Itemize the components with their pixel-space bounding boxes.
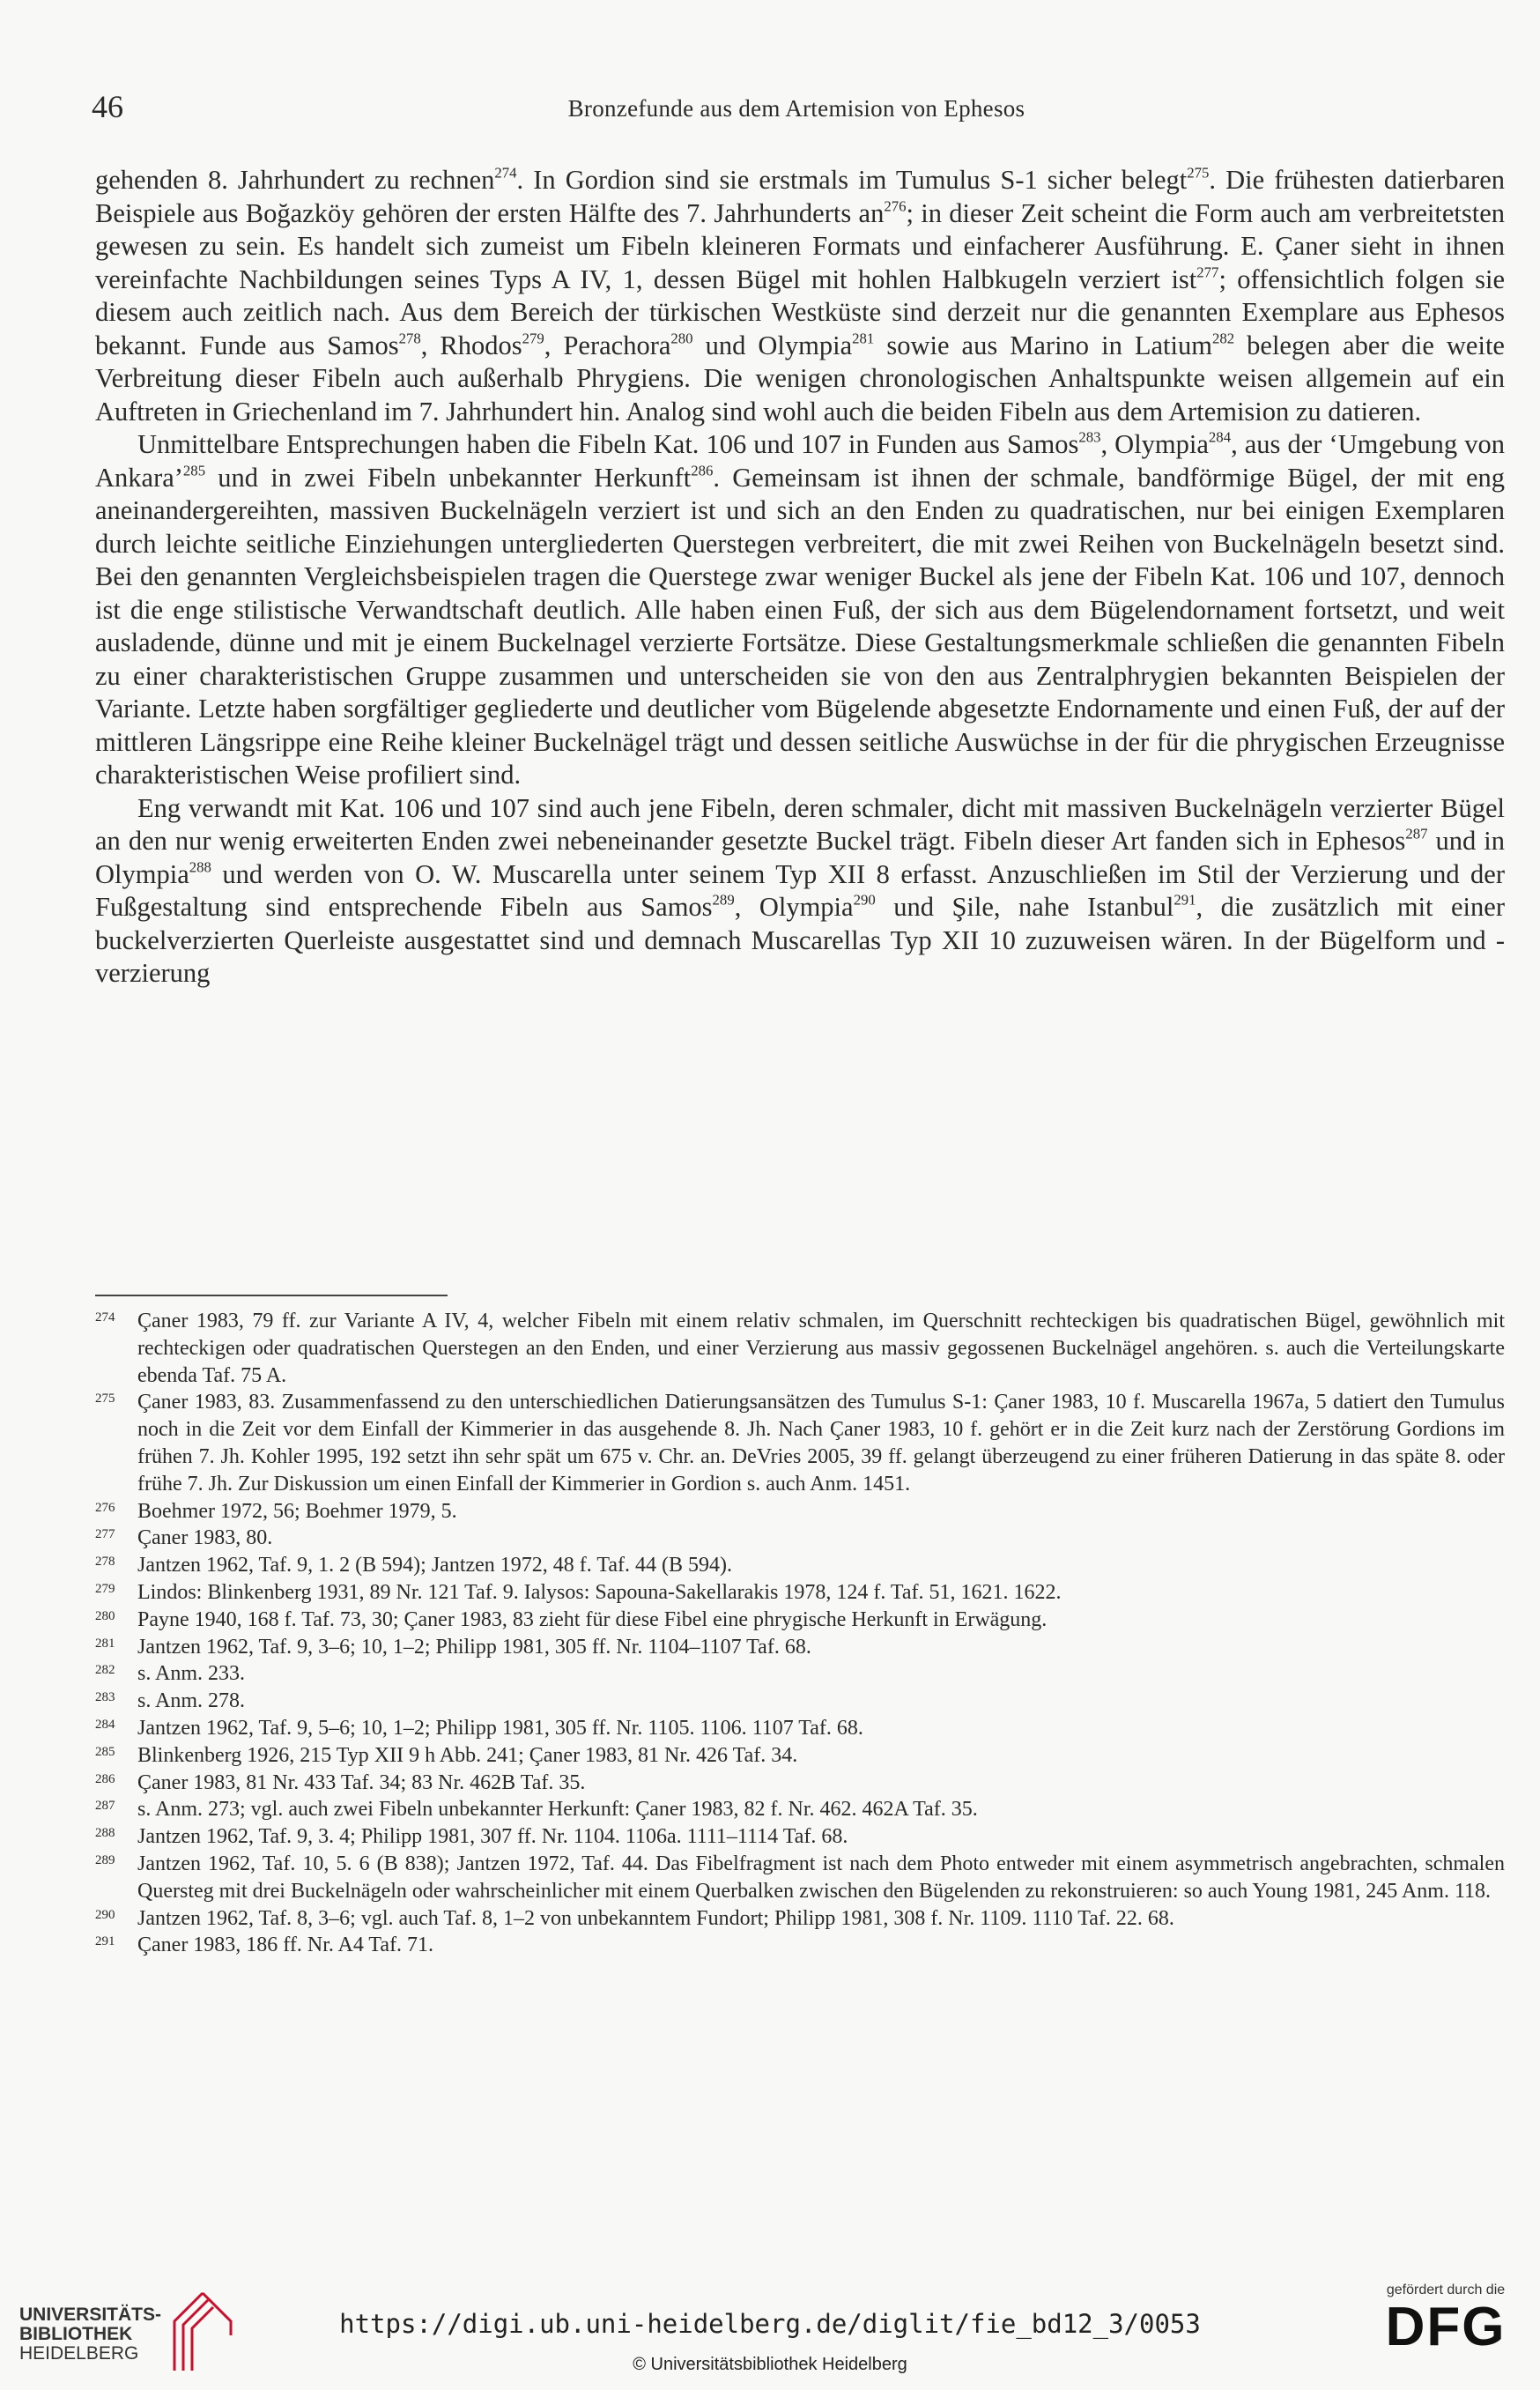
footnote-text: Çaner 1983, 79 ff. zur Variante A IV, 4, welcher Fibeln mit einem relativ schmalen, im Querschnitt rechteckigen bis quadratischen Bügel, gewöhnlich mit rechteckigen oder quadratischen Querstegen an den Enden, und einer Verzierung aus massiv gegossenen Buckelnägel angehören. s. auch die Verteilungskarte ebenda Taf. 75 A.: [137, 1310, 1505, 1387]
text-run: gehenden 8. Jahrhundert zu rechnen: [95, 165, 495, 195]
footnote-ref[interactable]: 281: [852, 329, 875, 346]
footnote-text: Jantzen 1962, Taf. 9, 1. 2 (B 594); Jantzen 1972, 48 f. Taf. 44 (B 594).: [137, 1554, 732, 1577]
footnote-ref[interactable]: 275: [1187, 164, 1210, 182]
text-run: ; in dieser Zeit scheint die Form auch am verbreitetsten gewesen zu sein. Es handelt sich zumeist um Fibeln kleineren Formats und einfacherer Ausführung. E. Çaner sieht in ihnen vereinfachte Nachbildungen seines Typs A IV, 1, dessen Bügel mit hohlen Halbkugeln verziert ist: [95, 197, 1505, 294]
text-run: Unmittelbare Entsprechungen haben die Fibeln Kat. 106 und 107 in Funden aus Samos: [137, 429, 1079, 459]
footnote: [95, 1389, 1505, 1497]
text-run: , die zusätzlich mit einer buckelverzierten Querleiste ausgestattet sind und demnach Muscarellas Typ XII 10 zuzuweisen wären. In der Bügelform und -verzierung: [95, 892, 1505, 988]
paragraph: [95, 428, 1505, 792]
footnote-number: 291: [95, 1934, 115, 1949]
footnote: [95, 1823, 1505, 1851]
footnote-text: s. Anm. 278.: [137, 1689, 246, 1713]
logo-line-2: BIBLIOTHEK: [19, 2324, 133, 2344]
footnote-ref[interactable]: 274: [494, 164, 517, 182]
text-run: , Olympia: [734, 892, 854, 922]
footnote-number: 277: [95, 1527, 115, 1542]
footnote-number: 288: [95, 1826, 115, 1841]
footnote-ref[interactable]: 286: [691, 461, 714, 479]
text-run: und in Olympia: [95, 826, 1505, 889]
footnote: [95, 1715, 1505, 1742]
footnote-ref[interactable]: 291: [1174, 891, 1196, 909]
page-number: 46: [92, 89, 123, 124]
footnote-text: Payne 1940, 168 f. Taf. 73, 30; Çaner 1983, 83 zieht für diese Fibel eine phrygische Herkunft in Erwägung.: [137, 1607, 1048, 1631]
text-run: , aus der ‘Umgebung von Ankara’: [95, 429, 1505, 493]
footnote-text: Jantzen 1962, Taf. 8, 3–6; vgl. auch Taf. 8, 1–2 von unbekanntem Fundort; Philipp 1981, 308 f. Nr. 1109. 1110 Taf. 22. 68.: [137, 1906, 1174, 1930]
footnote: [95, 1634, 1505, 1661]
running-title: Bronzefunde aus dem Artemision von Ephesos: [567, 95, 1025, 122]
footnote-text: Lindos: Blinkenberg 1931, 89 Nr. 121 Taf. 9. Ialysos: Sapouna-Sakellarakis 1978, 124 f. Taf. 51, 1621. 1622.: [137, 1580, 1062, 1604]
footnote-number: 287: [95, 1799, 115, 1814]
text-run: und Olympia: [692, 330, 853, 360]
dfg-logo[interactable]: [1371, 2282, 1521, 2379]
paragraph: [95, 792, 1505, 991]
text-run: und in zwei Fibeln unbekannter Herkunft: [205, 462, 692, 493]
footnote-number: 274: [95, 1310, 115, 1325]
footnote-ref[interactable]: 280: [670, 329, 693, 346]
footnote: [95, 1770, 1505, 1797]
dfg-logo-text: DFG: [1385, 2297, 1507, 2357]
footnote-text: Çaner 1983, 186 ff. Nr. A4 Taf. 71.: [137, 1934, 434, 1957]
text-run: und werden von O. W. Muscarella unter seinem Typ XII 8 erfasst. Anzuschließen im Stil der Verzierung und der Fußgestaltung sind entsprechende Fibeln aus Samos: [95, 858, 1505, 922]
footnote-ref[interactable]: 279: [522, 329, 544, 346]
footnote-text: s. Anm. 273; vgl. auch zwei Fibeln unbekannter Herkunft: Çaner 1983, 82 f. Nr. 462. 462A Taf. 35.: [137, 1798, 978, 1822]
footnote-text: Boehmer 1972, 56; Boehmer 1979, 5.: [137, 1499, 457, 1523]
footnote-number: 289: [95, 1852, 115, 1867]
footnote-number: 281: [95, 1636, 115, 1651]
footnote-text: s. Anm. 233.: [137, 1662, 246, 1686]
footnote-ref[interactable]: 277: [1196, 263, 1219, 280]
footnote-number: 283: [95, 1690, 115, 1705]
footnote: [95, 1660, 1505, 1688]
footnote: [95, 1552, 1505, 1579]
footnote-number: 278: [95, 1555, 115, 1570]
footnotes: [95, 1308, 1505, 1959]
footnote-ref[interactable]: 285: [182, 461, 206, 479]
footnote-ref[interactable]: 278: [398, 329, 421, 346]
text-run: Eng verwandt mit Kat. 106 und 107 sind auch jene Fibeln, deren schmaler, dicht mit massiven Buckelnägeln verzierter Bügel an den nur wenig erweiterten Enden zwei nebeneinander gesetzte Buckel trägt. Fibeln dieser Art fanden sich in Ephesos: [95, 792, 1505, 856]
footnote-ref[interactable]: 282: [1211, 329, 1235, 346]
footnote-text: Jantzen 1962, Taf. 9, 3. 4; Philipp 1981, 307 ff. Nr. 1104. 1106a. 1111–1114 Taf. 68.: [137, 1825, 848, 1849]
footnote-number: 286: [95, 1771, 115, 1786]
footnote: [95, 1688, 1505, 1715]
footnote-ref[interactable]: 290: [853, 891, 876, 909]
footnote-ref[interactable]: 289: [712, 891, 735, 909]
footnote-number: 282: [95, 1663, 115, 1678]
copyright-notice: © Universitätsbibliothek Heidelberg: [633, 2355, 907, 2374]
footnote-ref[interactable]: 284: [1208, 428, 1232, 446]
footnote-text: Jantzen 1962, Taf. 9, 5–6; 10, 1–2; Philipp 1981, 305 ff. Nr. 1105. 1106. 1107 Taf. 68.: [137, 1716, 863, 1740]
main-text: [95, 164, 1505, 991]
footnote: [95, 1905, 1505, 1933]
footnote-ref[interactable]: 287: [1405, 825, 1428, 842]
text-run: sowie aus Marino in Latium: [874, 330, 1212, 360]
text-run: ; offensichtlich folgen sie diesem auch zeitlich nach. Aus dem Bereich der türkischen Westküste sind derzeit nur die genannten Exemplare aus Ephesos bekannt. Funde aus Samos: [95, 263, 1505, 360]
footnote-text: Çaner 1983, 81 Nr. 433 Taf. 34; 83 Nr. 462B Taf. 35.: [137, 1770, 586, 1794]
footnote-text: Jantzen 1962, Taf. 10, 5. 6 (B 838); Jantzen 1972, Taf. 44. Das Fibelfragment ist nach dem Photo entweder mit einem asymmetrisch angebrachten, schmalen Quersteg mit drei Buckelnägeln oder wahrscheinlicher mit einem Querbalken zwischen den Bügelenden zu rekonstruieren: so auch Young 1981, 245 Anm. 118.: [137, 1852, 1505, 1903]
footnote: [95, 1932, 1505, 1959]
source-url[interactable]: https://digi.ub.uni-heidelberg.de/diglit/fie_bd12_3/0053: [339, 2309, 1201, 2339]
text-run: . Die frühesten datierbaren Beispiele aus Boğazköy gehören der ersten Hälfte des 7. Jahrhunderts an: [95, 165, 1505, 228]
footnote: [95, 1851, 1505, 1905]
text-run: belegen aber die weite Verbreitung dieser Fibeln auch außerhalb Phrygiens. Die wenigen chronologischen Anhaltspunkte weisen allgemein auf ein Auftreten in Griechenland im 7. Jahrhundert hin. Analog sind wohl auch die beiden Fibeln aus dem Artemision zu datieren.: [95, 330, 1505, 427]
footnote-number: 290: [95, 1907, 115, 1922]
text-run: , Perachora: [544, 330, 671, 360]
funding-label: gefördert durch die: [1386, 2282, 1506, 2297]
footnote: [95, 1525, 1505, 1552]
footnote-text: Çaner 1983, 80.: [137, 1526, 273, 1550]
footnote-number: 276: [95, 1500, 115, 1515]
footnote-ref[interactable]: 288: [189, 857, 211, 875]
footnote-text: Blinkenberg 1926, 215 Typ XII 9 h Abb. 241; Çaner 1983, 81 Nr. 426 Taf. 34.: [137, 1743, 798, 1767]
paragraph: [95, 164, 1505, 428]
footnote-divider: [95, 1295, 448, 1296]
footnote-ref[interactable]: 276: [884, 197, 907, 214]
footnote-number: 275: [95, 1392, 115, 1407]
logo-line-3: HEIDELBERG: [19, 2343, 139, 2364]
page-header: [92, 88, 1501, 132]
footnote-number: 280: [95, 1608, 115, 1623]
text-run: , Olympia: [1100, 429, 1209, 459]
footnote: [95, 1308, 1505, 1389]
footnote-text: Çaner 1983, 83. Zusammenfassend zu den unterschiedlichen Datierungsansätzen des Tumulus S-1: Çaner 1983, 10 f. Muscarella 1967a, 5 datiert den Tumulus noch in die Zeit vor dem Einfall der Kimmerier in das ausgehende 8. Jh. Nach Çaner 1983, 10 f. gehört er in die Zeit kurz nach der Zerstörung Gordions im frühen 7. Jh. Kohler 1995, 192 setzt ihn sehr spät um 675 v. Chr. an. DeVries 2005, 39 ff. gelangt überzeugend zu einer früheren Datierung in das späte 8. oder frühe 7. Jh. Zur Diskussion um einen Einfall der Kimmerier in Gordion s. auch Anm. 1451.: [137, 1391, 1505, 1496]
logo-line-1: UNIVERSITÄTS-: [19, 2305, 162, 2325]
footnote-number: 285: [95, 1744, 115, 1759]
footnote: [95, 1498, 1505, 1525]
footnote: [95, 1796, 1505, 1823]
text-run: . Gemeinsam ist ihnen der schmale, bandförmige Bügel, der mit eng aneinandergereihten, massiven Buckelnägeln verziert ist und sich an den Enden zu quadratischen, nur bei einigen Exemplaren durch leichte seitliche Einziehungen untergliederten Querstegen verbreitert, die mit zwei Reihen von Buckelnägeln besetzt sind. Bei den genannten Vergleichsbeispielen tragen die Querstege zwar weniger Buckel als jene der Fibeln Kat. 106 und 107, dennoch ist die enge stilistische Verwandtschaft deutlich. Alle haben einen Fuß, der sich aus dem Bügelendornament fortsetzt, und weit ausladende, dünne und mit je einem Buckelnagel verzierte Fortsätze. Diese Gestaltungsmerkmale schließen die genannten Fibeln zu einer charakteristischen Gruppe zusammen und unterscheiden sie von den aus Zentralphrygien bekannten Beispielen der Variante. Letzte haben sorgfältiger gegliederte und deutlicher vom Bügelende abgesetzte Endornamente und einen Fuß, der auf der mittleren Längsrippe eine Reihe kleiner Buckelnägel trägt und dessen seitliche Auswüchse in der für die phrygischen Erzeugnisse charakteristischen Weise profiliert sind.: [95, 462, 1505, 790]
footnote-text: Jantzen 1962, Taf. 9, 3–6; 10, 1–2; Philipp 1981, 305 ff. Nr. 1104–1107 Taf. 68.: [137, 1635, 811, 1659]
footnote: [95, 1579, 1505, 1607]
footnote-ref[interactable]: 283: [1078, 428, 1101, 446]
footnote-number: 284: [95, 1717, 115, 1732]
footnote: [95, 1742, 1505, 1770]
footnote: [95, 1607, 1505, 1634]
page-footer: [0, 2256, 1540, 2390]
text-run: , Rhodos: [420, 330, 522, 360]
footnote-number: 279: [95, 1581, 115, 1596]
text-run: und Şile, nahe Istanbul: [875, 892, 1174, 922]
text-run: . In Gordion sind sie erstmals im Tumulus S-1 sicher belegt: [516, 165, 1188, 195]
